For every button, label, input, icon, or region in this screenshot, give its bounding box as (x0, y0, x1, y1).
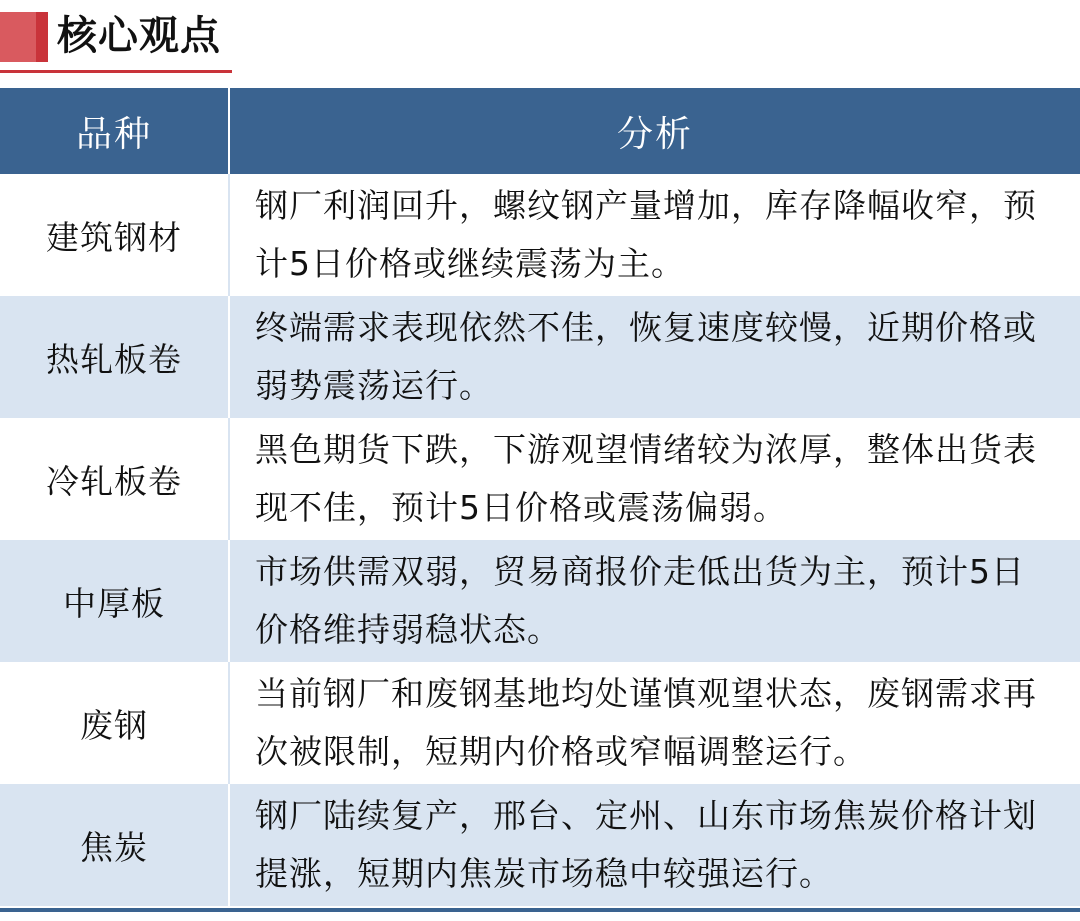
heading-underline (0, 70, 232, 73)
variety-cell: 中厚板 (0, 540, 229, 662)
table-row (0, 296, 1080, 418)
table-bottom-rule (0, 908, 1080, 912)
variety-cell: 废钢 (0, 662, 229, 784)
variety-cell: 建筑钢材 (0, 174, 229, 296)
analysis-cell: 当前钢厂和废钢基地均处谨慎观望状态，废钢需求再次被限制，短期内价格或窄幅调整运行。 (255, 674, 1037, 771)
heading-accent-block-light (0, 12, 36, 62)
table-header-row (0, 88, 1080, 174)
table-row (0, 418, 1080, 540)
section-title: 核心观点 (57, 13, 221, 59)
table-row (0, 174, 1080, 296)
variety-cell: 热轧板卷 (0, 296, 229, 418)
table-row (0, 784, 1080, 906)
variety-cell: 焦炭 (0, 784, 229, 906)
section-heading (0, 0, 1080, 80)
analysis-cell: 终端需求表现依然不佳，恢复速度较慢，近期价格或弱势震荡运行。 (255, 308, 1037, 405)
column-header-variety: 品种 (0, 88, 229, 174)
analysis-cell: 钢厂利润回升，螺纹钢产量增加，库存降幅收窄，预计5日价格或继续震荡为主。 (255, 186, 1037, 283)
analysis-cell: 黑色期货下跌，下游观望情绪较为浓厚，整体出货表现不佳，预计5日价格或震荡偏弱。 (255, 430, 1037, 527)
analysis-cell: 钢厂陆续复产，邢台、定州、山东市场焦炭价格计划提涨，短期内焦炭市场稳中较强运行。 (255, 796, 1037, 893)
core-views-table (0, 88, 1080, 906)
table-row (0, 662, 1080, 784)
analysis-cell: 市场供需双弱，贸易商报价走低出货为主，预计5日价格维持弱稳状态。 (255, 552, 1025, 649)
column-header-analysis: 分析 (616, 113, 693, 155)
table-row (0, 540, 1080, 662)
variety-cell: 冷轧板卷 (0, 418, 229, 540)
